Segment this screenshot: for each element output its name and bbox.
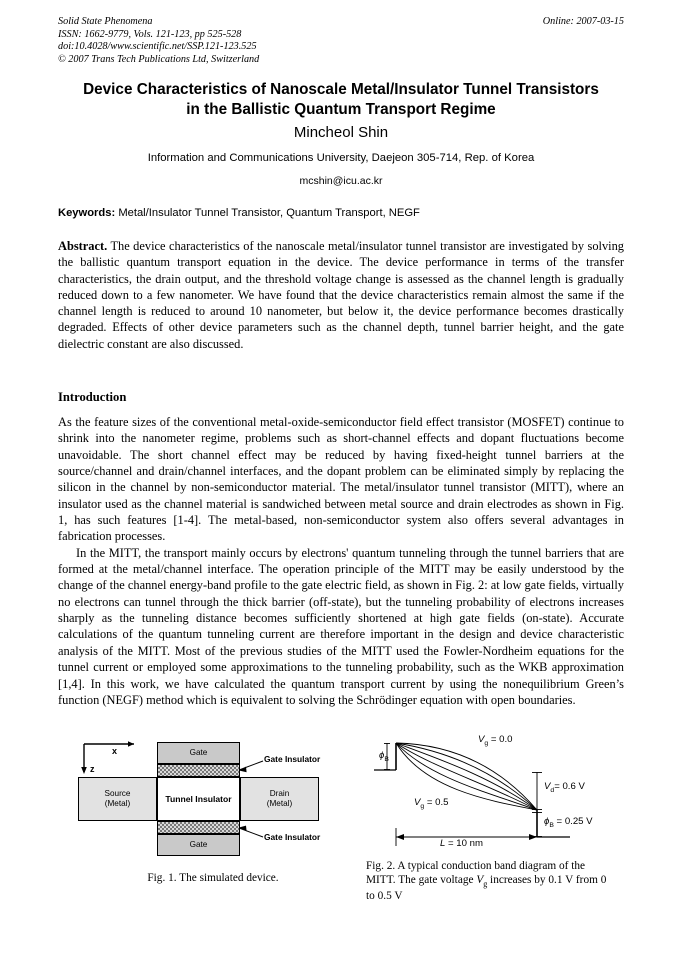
figure2-label-vg-bottom [414,797,448,810]
figure2-phi-b-right-value: = 0.25 V [553,816,593,827]
figure2-vd-symbol: V [544,781,551,792]
title-line-1: Device Characteristics of Nanoscale Metal/Insulator Tunnel Transistors [83,81,599,98]
figure1-callout-gate-insulator-bottom: Gate Insulator [264,832,321,842]
keywords-label: Keywords: [58,207,116,219]
figure1-source-label-line2: (Metal) [104,799,131,808]
page-title [58,80,624,120]
keywords-line [58,207,624,219]
axis-label-z: z [90,764,95,774]
abstract-text: The device characteristics of the nanoscale metal/insulator tunnel transistor are investigated by solving the ballistic quantum transport equation in the device. The device performance in terms of the transfer characteristics, the drain output, and the threshold voltage change is assessed as the channel length is gradually reduced down to a few nanometer. We have found that the device characteristics remain almost the same if the channel length is reduced to around 10 nanometer, but below it, the device performance becomes drastically degraded. Effects of other device parameters such as the channel depth, tunnel barrier height, and the gate dielectric constant are also discussed. [58,239,624,351]
figure2-label-vg-top [478,734,512,747]
figure-2-caption [366,860,614,904]
journal-name: Solid State Phenomena [58,16,153,27]
keywords-value: Metal/Insulator Tunnel Transistor, Quantum Transport, NEGF [118,207,420,219]
figure2-vd-sub: d [550,786,555,794]
figure2-caption-line-2-post: increases by 0.1 V from [487,873,598,886]
figures-row [0,730,678,910]
figure2-caption-line-3: 0 to 0.5 V [366,873,607,903]
figure2-vg-top-sub: g [484,739,489,747]
intro-paragraph-2: In the MITT, the transport mainly occurs by electrons' quantum tunneling through the tunnel barriers that are formed at the metal/channel interface. The operation principle of the MITT may be easily understood by the change of the channel energy-band profile to the gate electric field, as shown in Fig. 2: at low gate fields, virtually no electrons can tunnel through the thick barrier (off-state), but the tunneling probability of electrons increases sharply as the tunneling distance becomes sufficiently shortened at high gate fields (on-state). Accurate calculations of the quantum tunneling current are therefore important in the design and device characteristic analysis of the MITT. Most of the previous studies of the MITT used the Fowler-Nordheim equations for the tunnel current or employed some approximations to the tunneling probability, such as the WKB approximation [1,4]. In this work, we have calculated the quantum transport current by using the nonequilibrium Green’s function (NEGF) method which is equivalent to solving the Schrödinger equation with open boundaries. [58,545,624,707]
figure1-tunnel-insulator-label: Tunnel Insulator [165,794,232,804]
abstract-label: Abstract. [58,239,108,253]
intro-paragraph-1: As the feature sizes of the conventional metal-oxide-semiconductor field effect transistor (MOSFET) continue to shrink into the nanometer regime, problems such as short-channel effects and dopant fluctuations become unavoidable. The short channel effect may be reduced by having fixed-height tunnel barriers at the source/channel and drain/channel interfaces, and the dopant problem can be eliminated simply by replacing the silicon in the channel by non-semiconductor material. The metal/insulator tunnel transistor (MITT), where an insulator used as the channel material is sandwiched between metal source and drain electrodes as shown in Fig. 1, has such features [1-4]. The metal-based, non-semiconductor system also offers several advantages in fabrication processes. [58,415,624,544]
figure2-phi-b-right-sub: B [549,821,554,829]
figure1-gate-top-label: Gate [189,748,208,757]
figure2-vg-bottom-value: = 0.5 [424,797,449,808]
journal-copyright: © 2007 Trans Tech Publications Ltd, Switzerland [58,53,260,65]
online-date: Online: 2007-03-15 [542,16,624,27]
abstract-block [58,238,624,352]
figure2-caption-line-1: Fig. 2. A typical conduction band diagram of the [366,860,585,872]
running-head [58,16,624,66]
figure2-band-diagram [374,734,630,856]
figure2-label-phi-b-right [544,816,593,829]
figure2-phi-b-left-sub: B [384,755,389,763]
figure1-drain-label-line2: (Metal) [266,799,293,808]
figure2-vg-bottom-symbol: V [414,797,421,808]
journal-issn: ISSN: 1662-9779, Vols. 121-123, pp 525-528 [58,28,242,40]
figure2-phi-b-left-symbol: ϕ [379,750,385,761]
figure1-drain-label-line1: Drain [269,789,290,798]
figure-1 [78,738,348,870]
figure2-vd-value: = 0.6 V [554,781,585,792]
axis-label-x: x [112,746,118,756]
figure2-vg-bottom-sub: g [420,802,425,810]
figure2-label-vd [544,781,585,794]
figure-1-caption: Fig. 1. The simulated device. [147,872,279,884]
section-heading-introduction: Introduction [58,390,127,404]
figure2-caption-line-2-pre: MITT. The gate voltage [366,873,477,886]
figure2-vg-top-value: = 0.0 [488,734,513,745]
figure2-length-symbol: L [440,838,446,849]
figure2-label-phi-b-left [379,750,389,763]
author-affiliation: Information and Communications University, Daejeon 305-714, Rep. of Korea [147,152,535,164]
introduction-body [58,414,624,708]
figure1-callout-gate-insulator-top: Gate Insulator [264,754,321,764]
figure2-vg-top-symbol: V [478,734,485,745]
figure1-source-label-line1: Source [104,789,131,798]
figure-2 [374,734,630,856]
author-email: mcshin@icu.ac.kr [299,175,383,187]
journal-doi: doi:10.4028/www.scientific.net/SSP.121-123.525 [58,41,257,53]
figure2-caption-vg-symbol: V [476,873,484,886]
figure2-label-length [440,838,483,849]
title-line-2: in the Ballistic Quantum Transport Regime [186,101,496,118]
author-name: Mincheol Shin [293,124,389,141]
figure2-caption-vg-sub: g [483,878,488,888]
figure2-phi-b-right-symbol: ϕ [544,816,550,827]
figure2-length-value: = 10 nm [445,838,483,849]
figure1-gate-bottom-label: Gate [189,840,208,849]
